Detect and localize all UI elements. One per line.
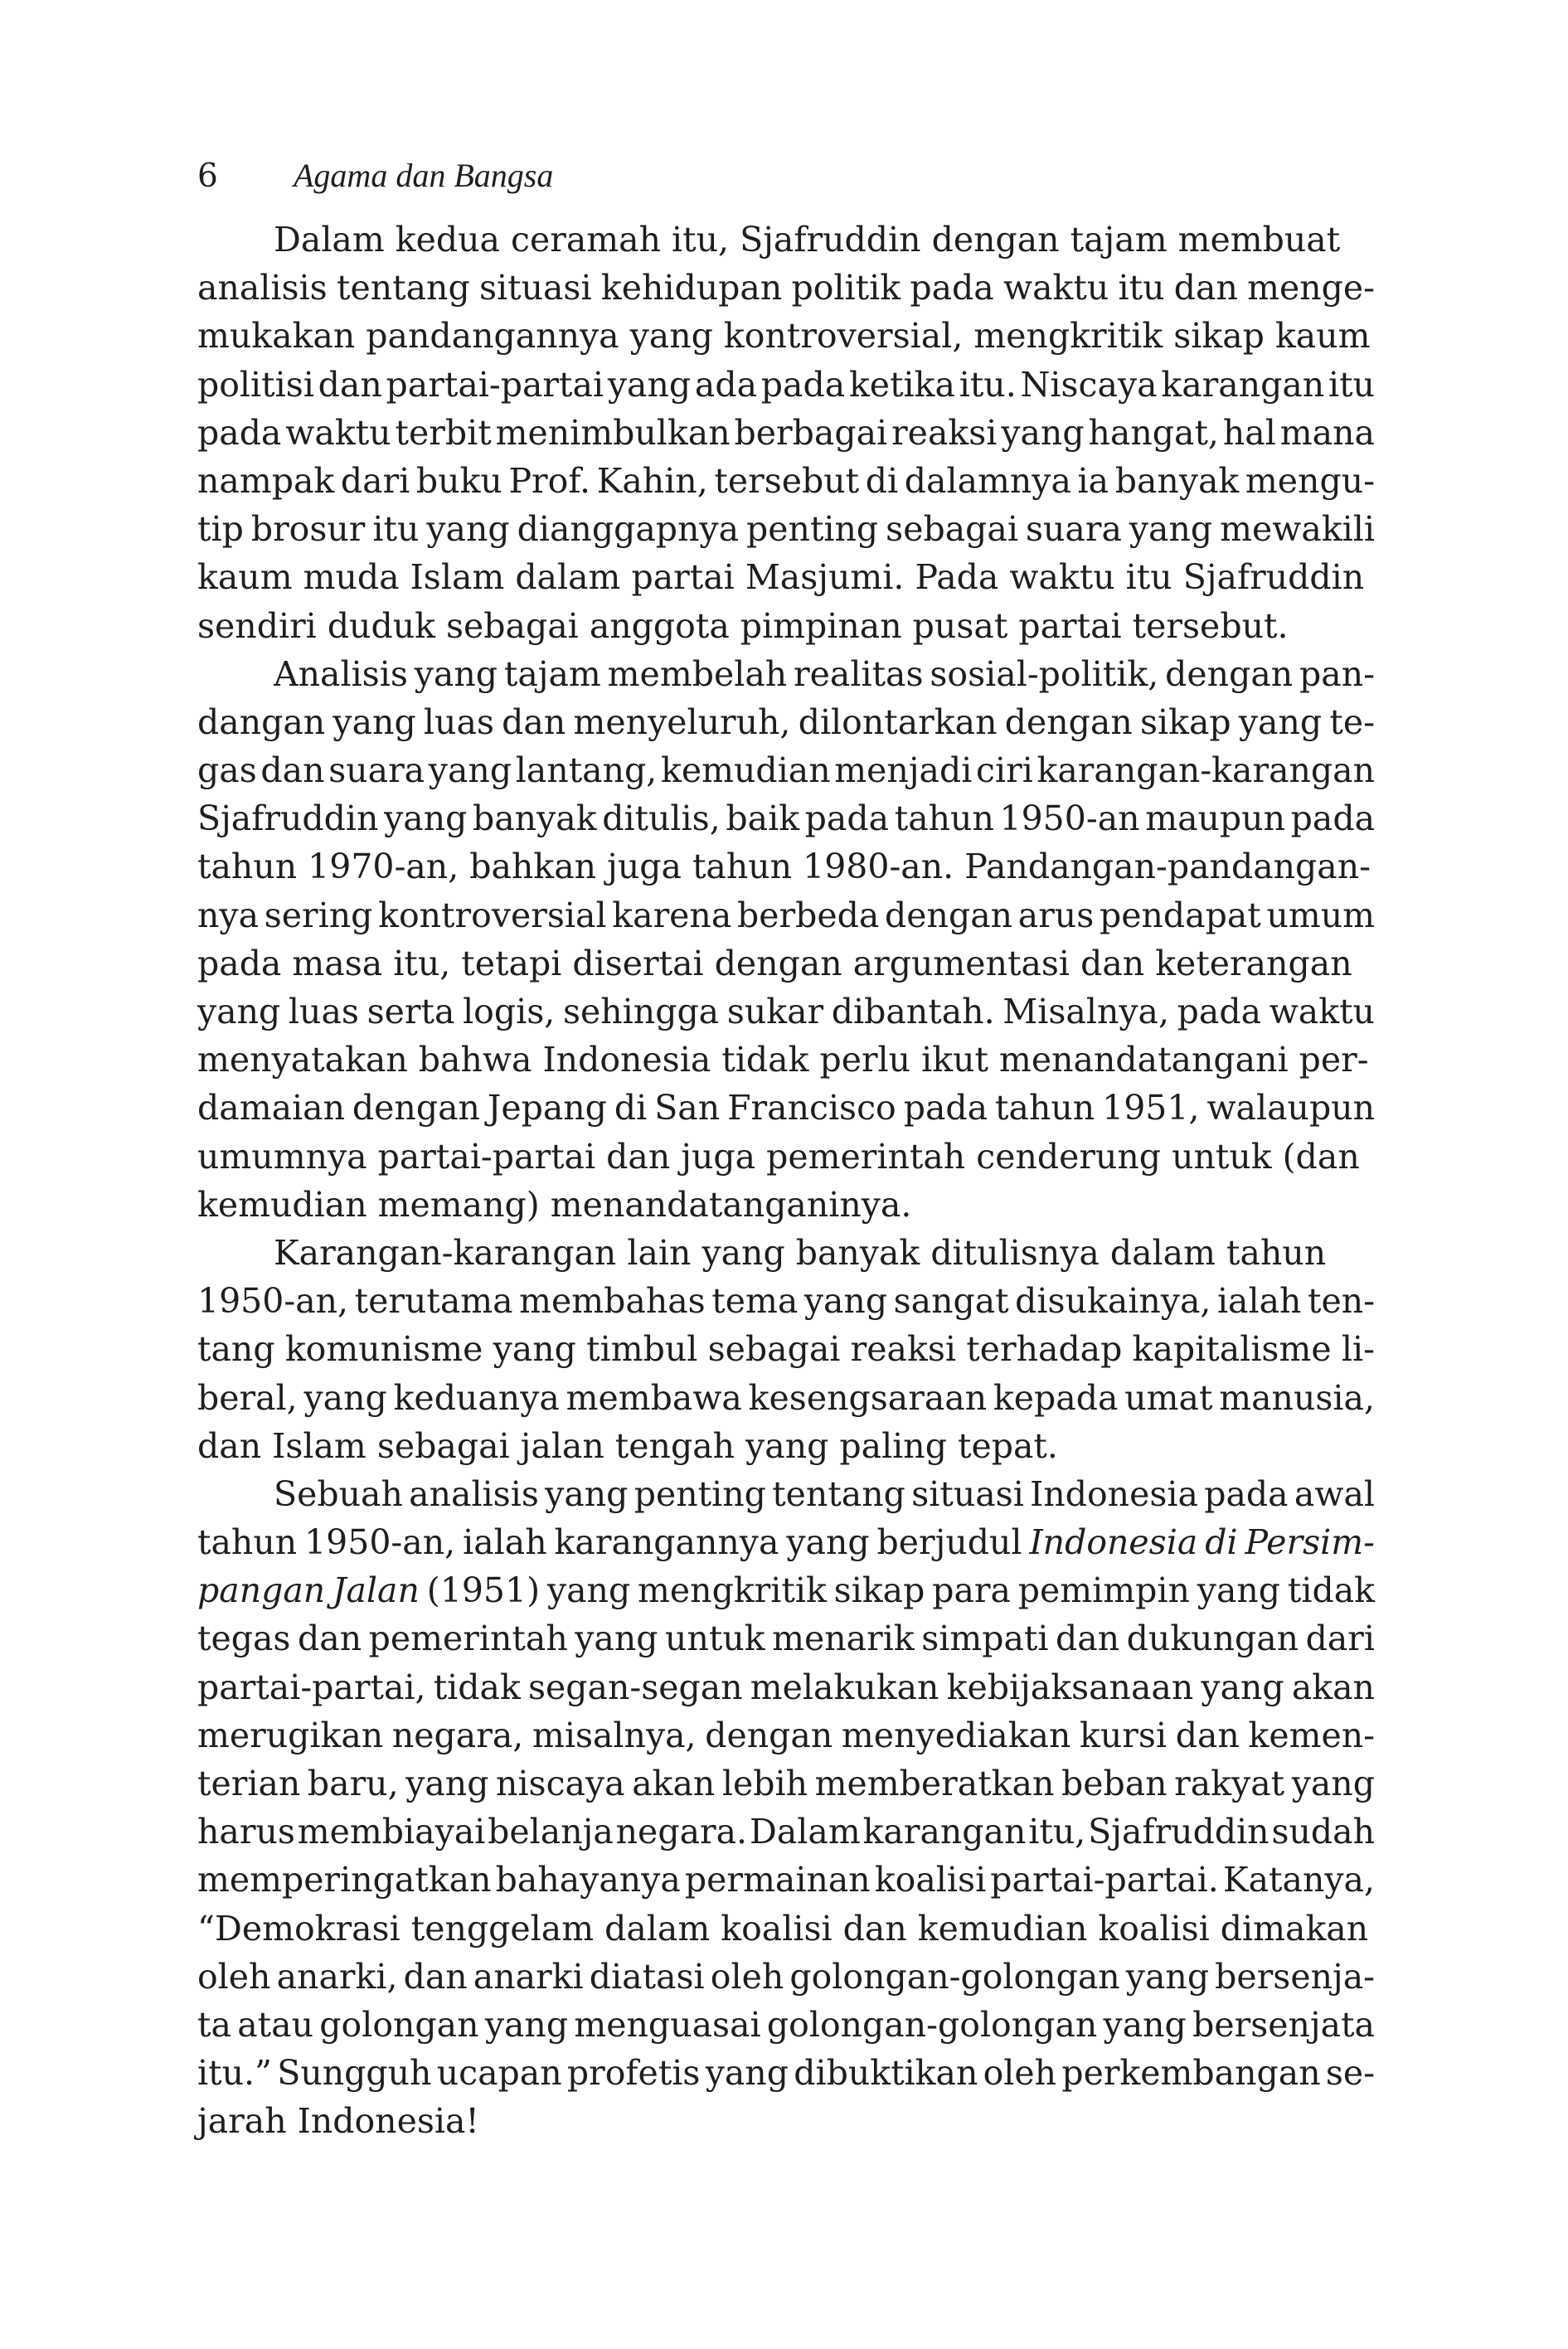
text-line: umumnya partai-partai dan juga pemerintah cenderung untuk (dan [197,1136,1360,1177]
text-line: harus membiayai belanja negara. Dalam karangan itu, Sjafruddin sudah [197,1812,1375,1852]
text-line: Sebuah analisis yang penting tentang situasi Indonesia pada awal [274,1473,1376,1514]
text-line: jarah Indonesia! [197,2101,479,2142]
text-line [197,1518,1375,1566]
text-line: Analisis yang tajam membelah realitas sosial-politik, dengan pan- [274,653,1375,694]
text-line: nya sering kontroversial karena berbeda dengan arus pendapat umum [197,895,1376,935]
text-line: analisis tentang situasi kehidupan politik pada waktu itu dan menge- [197,268,1376,308]
text-line: tahun 1970-an, bahkan juga tahun 1980-an. Pandangan-pandangan- [197,847,1371,887]
text-line [197,1566,1375,1614]
text-line: yang luas serta logis, sehingga sukar dibantah. Misalnya, pada waktu [197,992,1375,1031]
text-line: 1950-an, terutama membahas tema yang sangat disukainya, ialah ten- [197,1281,1375,1322]
text-run: (1951) yang mengkritik sikap para pemimpin yang tidak [419,1570,1376,1611]
text-line: terian baru, yang niscaya akan lebih memberatkan beban rakyat yang [197,1764,1375,1803]
text-line: dangan yang luas dan menyeluruh, dilontarkan dengan sikap yang te- [197,701,1375,742]
text-line: mukakan pandangannya yang kontroversial, mengkritik sikap kaum [197,316,1371,357]
text-line: Dalam kedua ceramah itu, Sjafruddin dengan tajam membuat [274,220,1341,260]
text-line: tip brosur itu yang dianggapnya penting sebagai suara yang mewakili [197,509,1376,550]
text-line: merugikan negara, misalnya, dengan menyediakan kursi dan kemen- [197,1715,1375,1755]
text-line: tegas dan pemerintah yang untuk menarik simpati dan dukungan dari [197,1619,1376,1659]
page-number: 6 [197,158,218,195]
text-line: oleh anarki, dan anarki diatasi oleh golongan-golongan yang bersenja- [197,1956,1376,1997]
text-line: menyatakan bahwa Indonesia tidak perlu ikut menandatangani per- [197,1040,1369,1080]
text-line: “Demokrasi tenggelam dalam koalisi dan kemudian koalisi dimakan [197,1908,1369,1949]
work-title: pangan Jalan [197,1570,420,1611]
work-title: Indonesia di Persim- [1029,1522,1376,1563]
text-line: pada waktu terbit menimbulkan berbagai reaksi yang hangat, hal mana [197,412,1375,453]
text-line: Sjafruddin yang banyak ditulis, baik pada tahun 1950-an maupun pada [197,798,1376,839]
text-line: nampak dari buku Prof. Kahin, tersebut di dalamnya ia banyak mengu- [197,460,1375,501]
text-line: politisi dan partai-partai yang ada pada ketika itu. Niscaya karangan itu [197,364,1375,405]
text-line: kemudian memang) menandatanganinya. [197,1184,912,1225]
text-line: sendiri duduk sebagai anggota pimpinan pusat partai tersebut. [197,605,1289,646]
body-text [197,216,1375,2146]
text-line: gas dan suara yang lantang, kemudian menjadi ciri karangan-karangan [197,750,1376,791]
text-run: tahun 1950-an, ialah karangannya yang berjudul [197,1522,1030,1563]
text-line: damaian dengan Jepang di San Francisco pada tahun 1951, walaupun [197,1088,1376,1128]
text-line: partai-partai, tidak segan-segan melakukan kebijaksanaan yang akan [197,1667,1375,1707]
text-line: ta atau golongan yang menguasai golongan-golongan yang bersenjata [197,2004,1375,2045]
text-line: pada masa itu, tetapi disertai dengan argumentasi dan keterangan [197,943,1352,983]
text-line: beral, yang keduanya membawa kesengsaraan kepada umat manusia, [197,1377,1376,1418]
running-head [197,151,1375,201]
text-line: itu.” Sungguh ucapan profetis yang dibuktikan oleh perkembangan se- [197,2053,1376,2094]
text-line: kaum muda Islam dalam partai Masjumi. Pada waktu itu Sjafruddin [197,557,1365,598]
book-title: Agama dan Bangsa [294,157,554,194]
text-line: Karangan-karangan lain yang banyak ditulisnya dalam tahun [274,1232,1327,1273]
text-line: tang komunisme yang timbul sebagai reaksi terhadap kapitalisme li- [197,1329,1375,1370]
text-line: memperingatkan bahayanya permainan koalisi partai-partai. Katanya, [197,1860,1375,1900]
text-line: dan Islam sebagai jalan tengah yang paling tepat. [197,1425,1058,1466]
